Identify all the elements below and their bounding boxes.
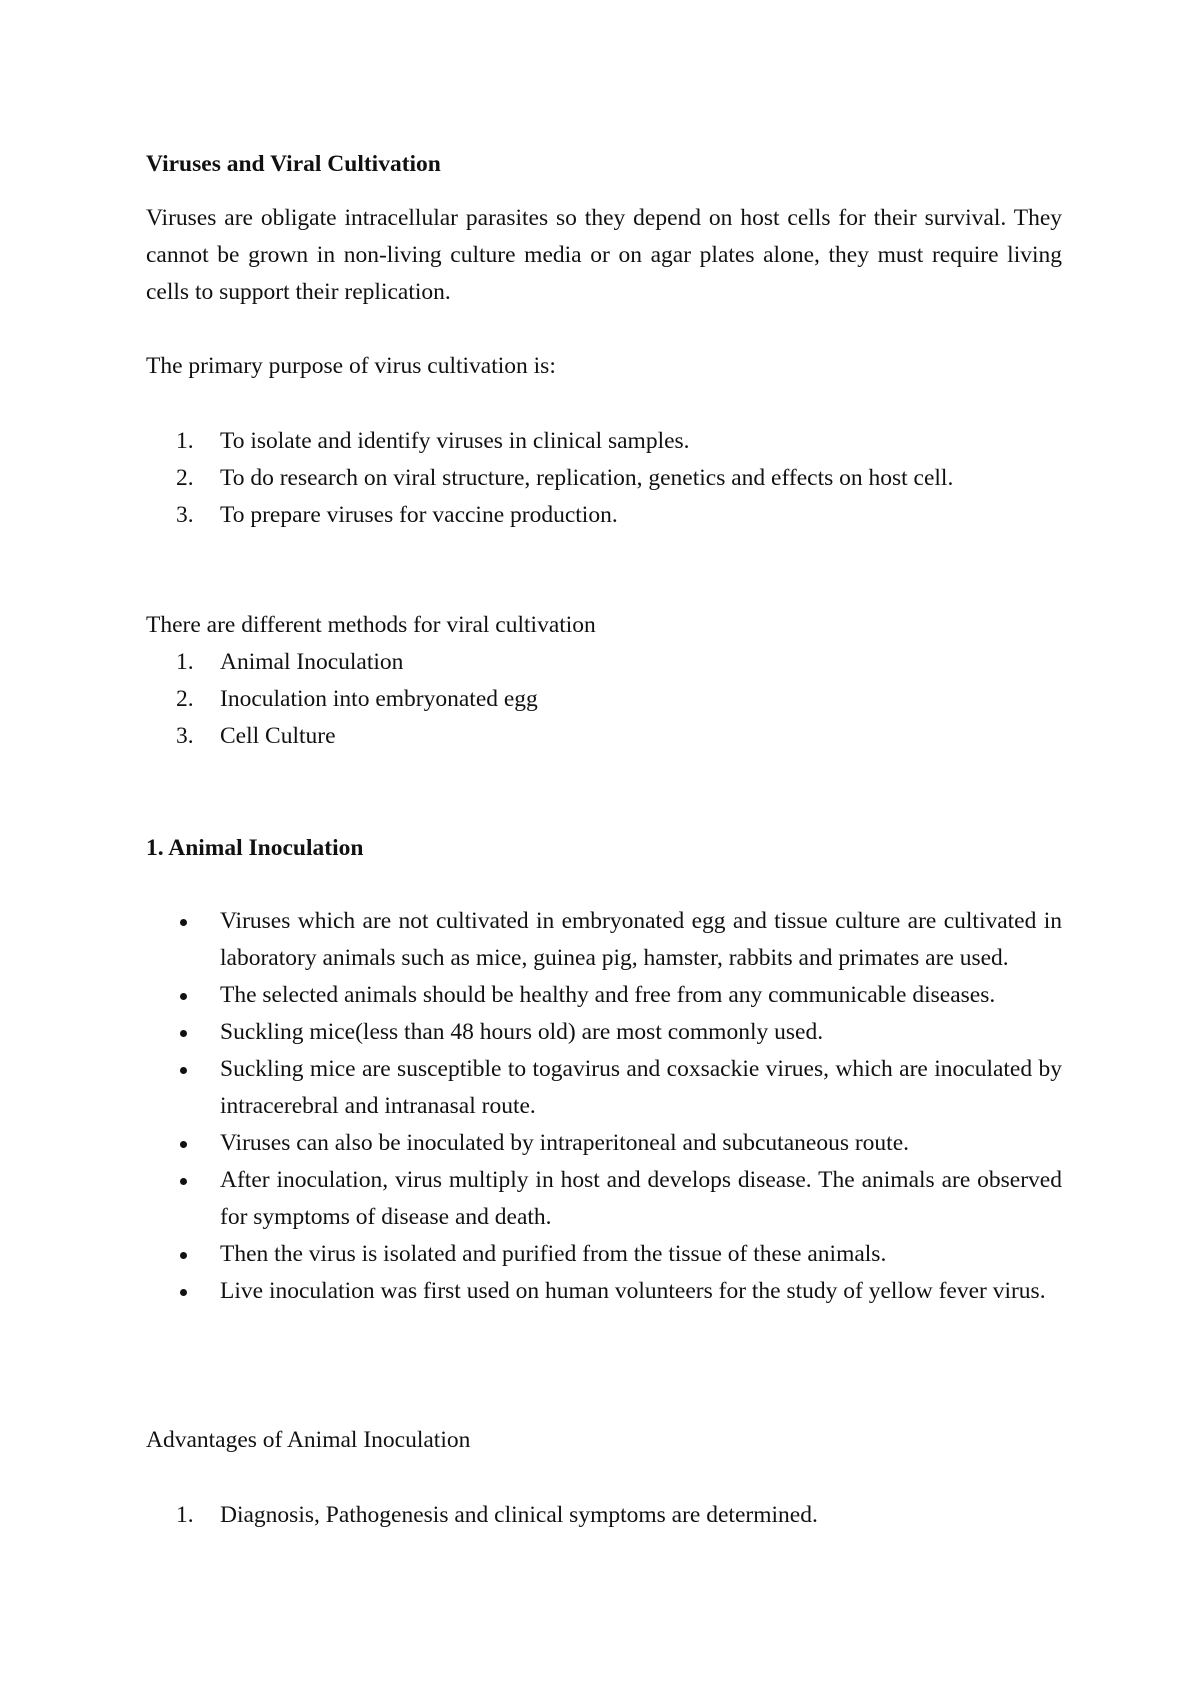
list-text: Diagnosis, Pathogenesis and clinical symptoms are determined. xyxy=(220,1502,818,1528)
section-number: 1. xyxy=(146,835,164,861)
list-number: 3. xyxy=(176,502,194,528)
list-item xyxy=(146,460,1062,497)
purpose-list xyxy=(146,423,1062,534)
list-item xyxy=(146,497,1062,534)
list-text: Suckling mice are susceptible to togavirus and coxsackie virues, which are inoculated by intracerebral and intranasal route. xyxy=(220,1056,1062,1119)
list-text: Viruses which are not cultivated in embryonated egg and tissue culture are cultivated in laboratory animals such as mice, guinea pig, hamster, rabbits and primates are used. xyxy=(220,908,1062,971)
list-text: Animal Inoculation xyxy=(220,649,404,675)
list-text: Live inoculation was first used on human volunteers for the study of yellow fever virus. xyxy=(220,1278,1046,1304)
list-number: 1. xyxy=(176,649,194,675)
bullet-icon xyxy=(180,993,187,1000)
methods-list xyxy=(146,644,1062,755)
list-item xyxy=(146,423,1062,460)
list-text: To do research on viral structure, replication, genetics and effects on host cell. xyxy=(220,465,954,491)
list-number: 2. xyxy=(176,686,194,712)
list-number: 1. xyxy=(176,1502,194,1528)
list-text: To isolate and identify viruses in clinical samples. xyxy=(220,428,690,454)
list-item xyxy=(146,644,1062,681)
list-text: Suckling mice(less than 48 hours old) are most commonly used. xyxy=(220,1019,824,1045)
list-text: Inoculation into embryonated egg xyxy=(220,686,538,712)
advantages-heading: Advantages of Animal Inoculation xyxy=(146,1427,471,1453)
list-number: 3. xyxy=(176,723,194,749)
purpose-heading: The primary purpose of virus cultivation is: xyxy=(146,353,556,379)
list-text: After inoculation, virus multiply in host and develops disease. The animals are observed for symptoms of disease and death. xyxy=(220,1167,1062,1230)
list-text: Then the virus is isolated and purified from the tissue of these animals. xyxy=(220,1241,887,1267)
bullet-icon xyxy=(180,1030,187,1037)
bullet-icon xyxy=(180,1178,187,1185)
list-number: 1. xyxy=(176,428,194,454)
list-text: Viruses can also be inoculated by intraperitoneal and subcutaneous route. xyxy=(220,1130,910,1156)
list-text: The selected animals should be healthy and free from any communicable diseases. xyxy=(220,982,996,1008)
list-item xyxy=(146,903,1062,977)
list-text: To prepare viruses for vaccine production. xyxy=(220,502,618,528)
bullet-icon xyxy=(180,1067,187,1074)
list-item xyxy=(146,1497,1062,1534)
section-heading xyxy=(146,830,1062,867)
list-item xyxy=(146,681,1062,718)
list-item xyxy=(146,1236,1062,1273)
bullet-icon xyxy=(180,919,187,926)
methods-heading: There are different methods for viral cultivation xyxy=(146,612,596,638)
list-number: 2. xyxy=(176,465,194,491)
bullet-icon xyxy=(180,1289,187,1296)
section-title: Animal Inoculation xyxy=(168,835,364,861)
document-title: Viruses and Viral Cultivation xyxy=(146,151,441,177)
intro-paragraph: Viruses are obligate intracellular parasites so they depend on host cells for their survival. They cannot be grown in non-living culture media or on agar plates alone, they must require living cells to support their replication. xyxy=(146,205,1062,305)
list-text: Cell Culture xyxy=(220,723,336,749)
bullet-icon xyxy=(180,1252,187,1259)
section-bullet-list xyxy=(146,903,1062,1310)
list-item xyxy=(146,718,1062,755)
list-item xyxy=(146,1014,1062,1051)
bullet-icon xyxy=(180,1141,187,1148)
list-item xyxy=(146,1051,1062,1125)
advantages-list xyxy=(146,1497,1062,1534)
list-item xyxy=(146,1273,1062,1310)
list-item xyxy=(146,977,1062,1014)
list-item xyxy=(146,1125,1062,1162)
list-item xyxy=(146,1162,1062,1236)
